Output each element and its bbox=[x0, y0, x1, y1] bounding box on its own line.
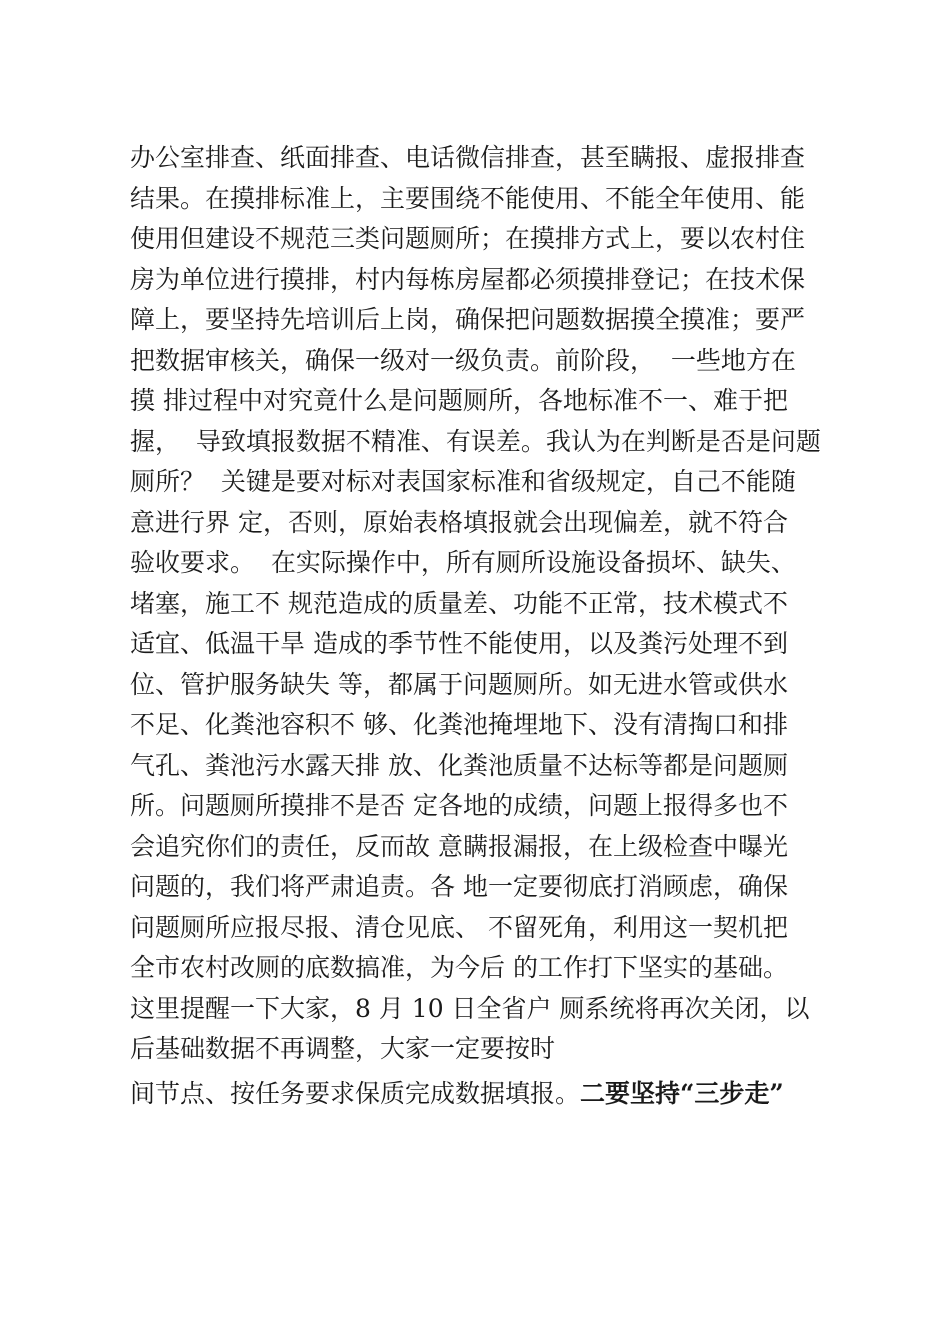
text-line-16: 气孔、粪池污水露天排 放、化粪池质量不达标等都是问题厕 bbox=[130, 750, 788, 780]
text-line-20: 问题厕所应报尽报、清仓见底、 不留死角，利用这一契机把 bbox=[130, 912, 788, 942]
text-line-12: 堵塞，施工不 规范造成的质量差、功能不正常，技术模式不 bbox=[130, 588, 788, 618]
text-line-1: 办公室排查、纸面排查、电话微信排查，甚至瞒报、虚报排查 bbox=[130, 143, 806, 172]
text-line-21: 全市农村改厕的底数搞准，为今后 的工作打下坚实的基础。 bbox=[130, 953, 788, 982]
text-line-18: 会追究你们的责任，反而故 意瞒报漏报，在上级检查中曝光 bbox=[130, 831, 788, 861]
text-line-13: 适宜、低温干旱 造成的季节性不能使用，以及粪污处理不到 bbox=[130, 629, 788, 658]
text-line-14: 位、管护服务缺失 等，都属于问题厕所。如无进水管或供水 bbox=[130, 669, 788, 699]
text-line-9: 厕所？ 关键是要对标对表国家标准和省级规定，自己不能随 bbox=[130, 467, 796, 496]
text-line-8: 握， 导致填报数据不精准、有误差。我认为在判断是否是问题 bbox=[130, 426, 821, 456]
body-text bbox=[130, 138, 830, 1114]
text-line-6: 把数据审核关，确保一级对一级负责。前阶段， 一些地方在 bbox=[130, 345, 796, 375]
text-line-24 bbox=[130, 1074, 830, 1115]
text-line-17: 所。问题厕所摸排不是否 定各地的成绩，问题上报得多也不 bbox=[130, 791, 788, 820]
text-line-7: 摸 排过程中对究竟什么是问题厕所，各地标准不一、难于把 bbox=[130, 386, 788, 415]
text-line-2: 结果。在摸排标准上，主要围绕不能使用、不能全年使用、能 bbox=[130, 183, 806, 213]
text-line-5: 障上，要坚持先培训后上岗，确保把问题数据摸全摸准；要严 bbox=[130, 305, 806, 334]
text-line-3: 使用但建设不规范三类问题厕所；在摸排方式上，要以农村住 bbox=[130, 224, 806, 253]
text-line-19: 问题的，我们将严肃追责。各 地一定要彻底打消顾虑，确保 bbox=[130, 872, 788, 901]
text-line-24-normal: 间节点、按任务要求保质完成数据填报。 bbox=[130, 1078, 581, 1108]
text-line-23: 后基础数据不再调整，大家一定要按时 bbox=[130, 1034, 556, 1063]
text-line-4: 房为单位进行摸排，村内每栋房屋都必须摸排登记；在技术保 bbox=[130, 264, 806, 294]
text-line-10: 意进行界 定，否则，原始表格填报就会出现偏差，就不符合 bbox=[130, 507, 788, 537]
text-line-15: 不足、化粪池容积不 够、化粪池掩埋地下、没有清掏口和排 bbox=[130, 710, 788, 739]
text-line-22: 这里提醒一下大家，8 月 10 日全省户 厕系统将再次关闭，以 bbox=[130, 993, 810, 1023]
text-line-11: 验收要求。 在实际操作中，所有厕所设施设备损坏、缺失、 bbox=[130, 548, 796, 577]
section-heading-bold: 二要坚持“三步走” bbox=[580, 1078, 784, 1108]
